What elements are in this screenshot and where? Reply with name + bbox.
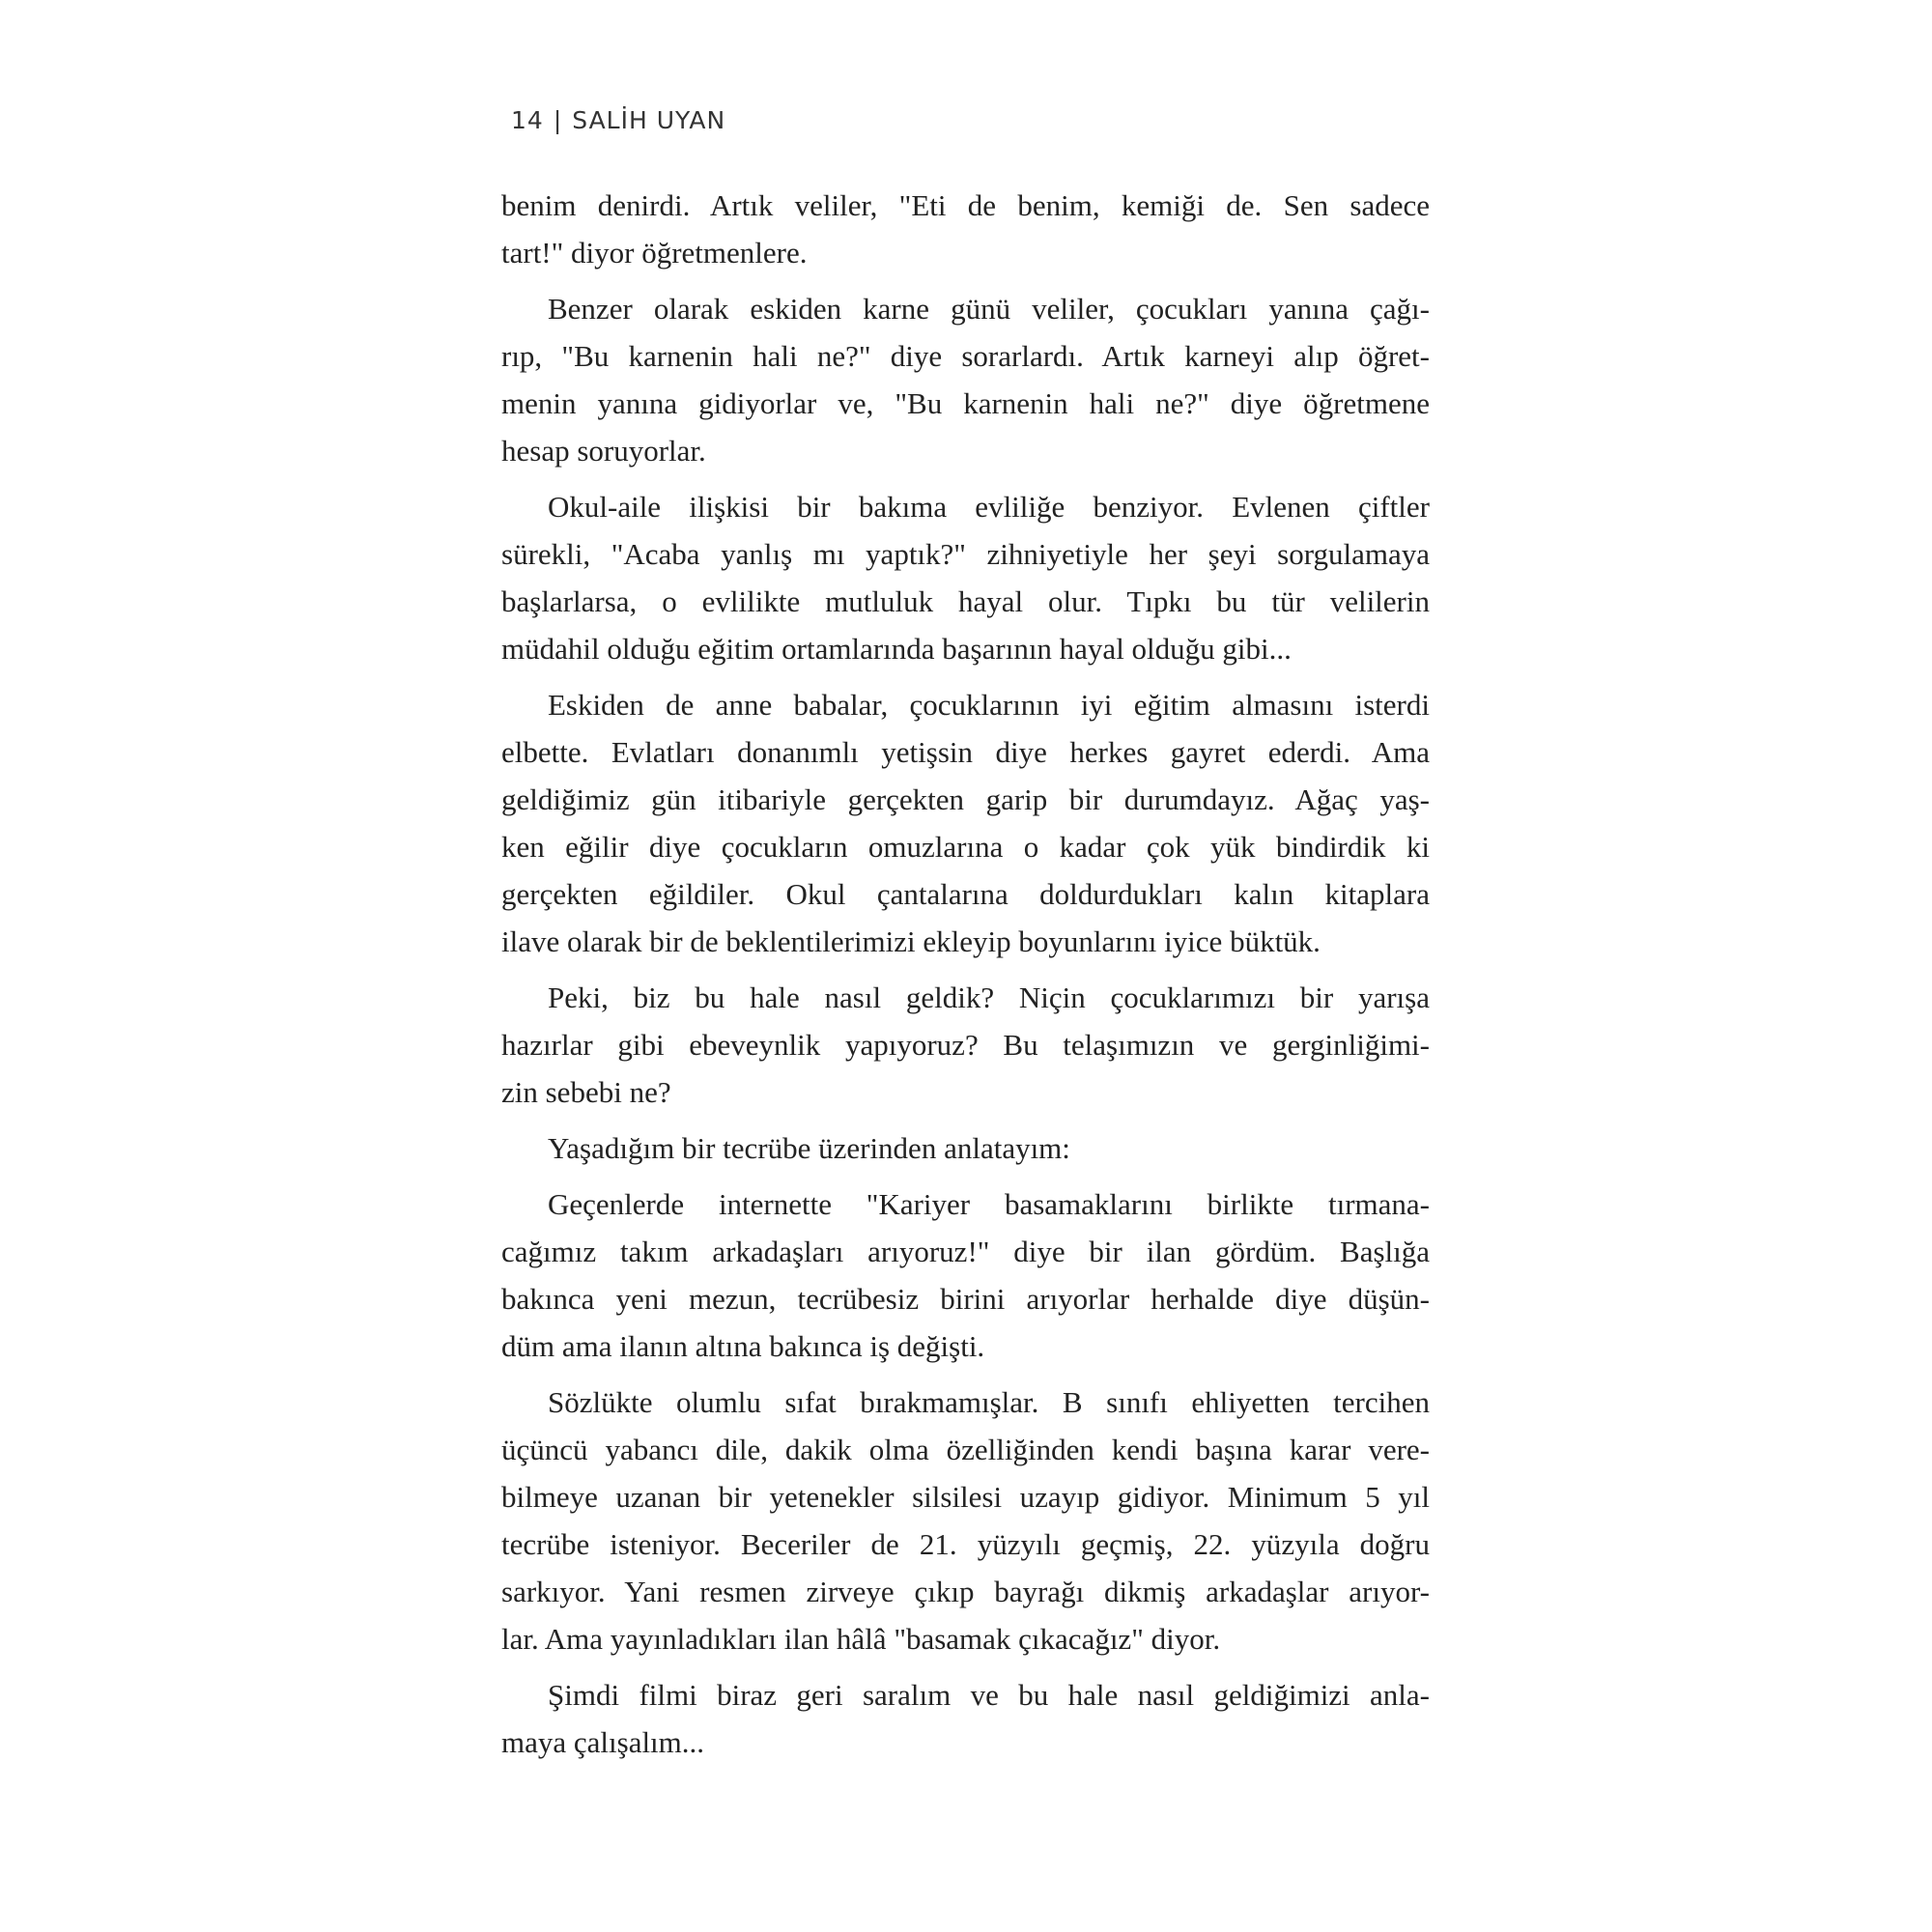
paragraph [501,1378,1430,1662]
text-line: hazırlar gibi ebeveynlik yapıyoruz? Bu telaşımızın ve gerginliğimi- [501,1028,1430,1062]
text-line: elbette. Evlatları donanımlı yetişsin diye herkes gayret ederdi. Ama [501,735,1430,769]
paragraph [501,1180,1430,1370]
text-line: ken eğilir diye çocukların omuzlarına o kadar çok yük bindirdik ki [501,830,1430,864]
text-line: cağımız takım arkadaşları arıyoruz!" diye bir ilan gördüm. Başlığa [501,1235,1430,1268]
header-separator: | [553,106,563,134]
text-line: maya çalışalım... [501,1725,705,1759]
text-line: zin sebebi ne? [501,1075,671,1109]
page-number: 14 [511,106,544,134]
text-line: benim denirdi. Artık veliler, "Eti de benim, kemiği de. Sen sadece [501,188,1430,222]
text-line: menin yanına gidiyorlar ve, "Bu karnenin hali ne?" diye öğretmene [501,386,1430,420]
author-name: SALİH UYAN [572,106,726,134]
text-line: tart!" diyor öğretmenlere. [501,236,808,270]
text-line: sürekli, "Acaba yanlış mı yaptık?" zihniyetiyle her şeyi sorgulamaya [501,537,1430,571]
paragraph [501,681,1430,965]
text-line: rıp, "Bu karnenin hali ne?" diye sorarlardı. Artık karneyi alıp öğret- [501,339,1430,373]
text-line: Benzer olarak eskiden karne günü veliler, çocukları yanına çağı- [548,292,1430,326]
text-line: düm ama ilanın altına bakınca iş değişti. [501,1329,985,1363]
text-line: müdahil olduğu eğitim ortamlarında başarının hayal olduğu gibi... [501,632,1292,666]
text-line: Peki, biz bu hale nasıl geldik? Niçin çocuklarımızı bir yarışa [548,980,1430,1014]
text-line: Yaşadığım bir tecrübe üzerinden anlatayım: [548,1131,1070,1165]
paragraph [501,182,1430,276]
text-line: geldiğimiz gün itibariyle gerçekten garip bir durumdayız. Ağaç yaş- [501,782,1430,816]
text-line: sarkıyor. Yani resmen zirveye çıkıp bayrağı dikmiş arkadaşlar arıyor- [501,1575,1430,1608]
paragraph [501,1671,1430,1766]
text-line: lar. Ama yayınladıkları ilan hâlâ "basamak çıkacağız" diyor. [501,1622,1221,1656]
paragraph [501,285,1430,474]
text-line: bilmeye uzanan bir yetenekler silsilesi uzayıp gidiyor. Minimum 5 yıl [501,1480,1430,1514]
body-text [501,182,1430,1775]
running-header [511,106,725,134]
text-line: başlarlarsa, o evlilikte mutluluk hayal olur. Tıpkı bu tür velilerin [501,584,1430,618]
text-line: gerçekten eğildiler. Okul çantalarına doldurdukları kalın kitaplara [501,877,1430,911]
paragraph [501,974,1430,1116]
text-line: tecrübe isteniyor. Beceriler de 21. yüzyılı geçmiş, 22. yüzyıla doğru [501,1527,1430,1561]
text-line: hesap soruyorlar. [501,434,706,468]
text-line: ilave olarak bir de beklentilerimizi ekleyip boyunlarını iyice büktük. [501,924,1321,958]
paragraph [501,483,1430,672]
text-line: Şimdi filmi biraz geri saralım ve bu hale nasıl geldiğimizi anla- [548,1678,1430,1712]
text-line: Geçenlerde internette "Kariyer basamaklarını birlikte tırmana- [548,1187,1430,1221]
paragraph [501,1124,1430,1172]
text-line: Okul-aile ilişkisi bir bakıma evliliğe benziyor. Evlenen çiftler [548,490,1430,524]
text-line: üçüncü yabancı dile, dakik olma özelliğinden kendi başına karar vere- [501,1433,1430,1466]
text-line: Eskiden de anne babalar, çocuklarının iyi eğitim almasını isterdi [548,688,1430,722]
text-line: bakınca yeni mezun, tecrübesiz birini arıyorlar herhalde diye düşün- [501,1282,1430,1316]
text-line: Sözlükte olumlu sıfat bırakmamışlar. B sınıfı ehliyetten tercihen [548,1385,1430,1419]
